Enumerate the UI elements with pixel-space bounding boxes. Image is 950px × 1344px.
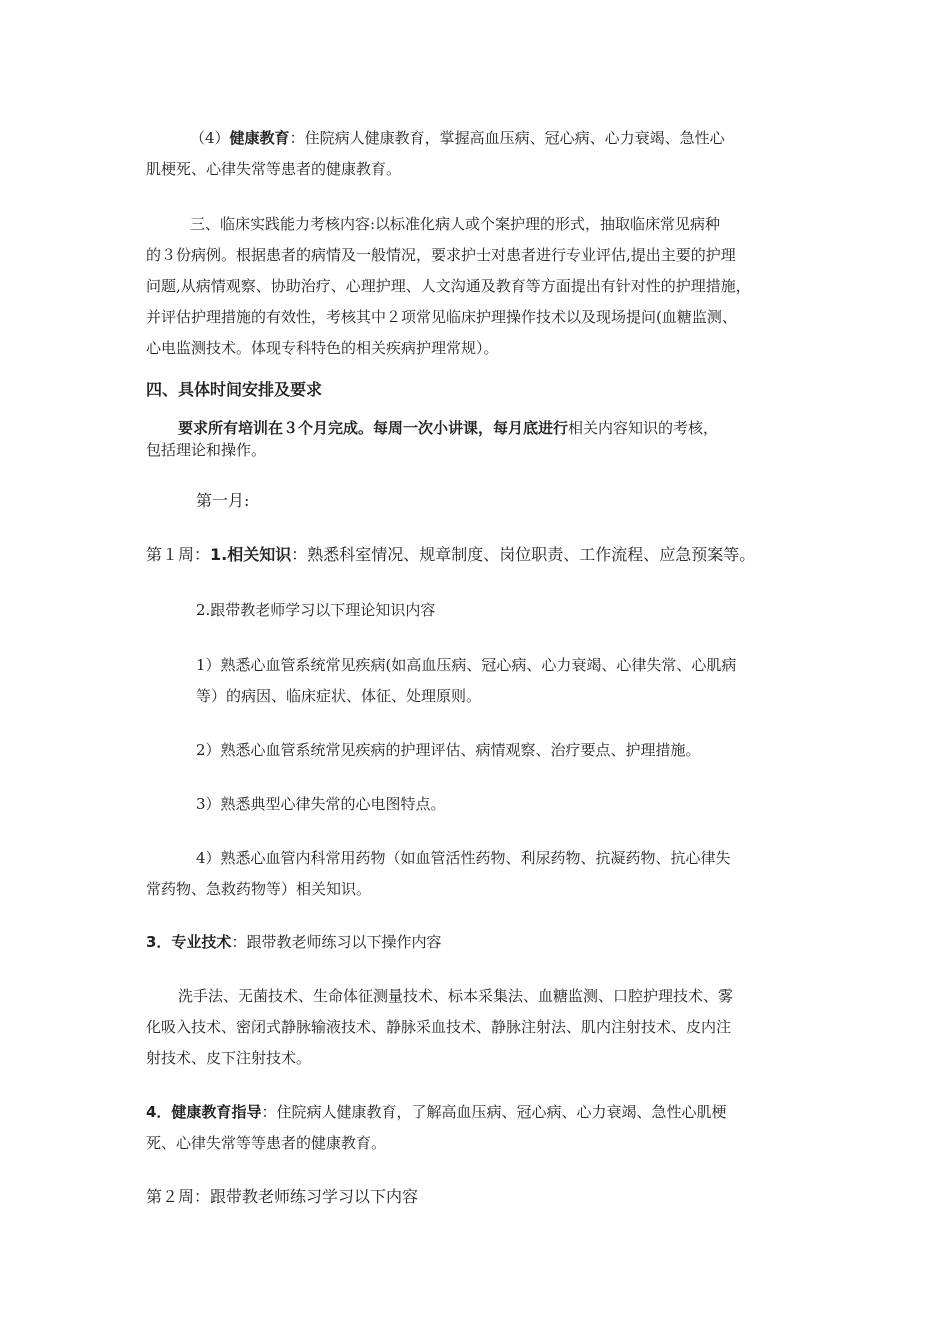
week-text: 跟带教老师练习学习以下内容 — [210, 1187, 419, 1206]
theory-item: 1）熟悉心血管系统常见疾病(如高血压病、冠心病、心力衰竭、心律失常、心肌病 — [196, 656, 737, 674]
section3-line: 并评估护理措施的有效性，考核其中２项常见临床护理操作技术以及现场提问(血糖监测、 — [146, 308, 737, 326]
paragraph-health-education-4 — [190, 128, 725, 148]
week2-heading — [146, 1187, 418, 1207]
theory-item: 4）熟悉心血管内科常用药物（如血管活性药物、利尿药物、抗凝药物、抗心律失 — [196, 849, 731, 867]
requirement-text: 相关内容知识的考核， — [568, 419, 719, 437]
skills-line: 射技术、皮下注射技术。 — [146, 1049, 312, 1067]
skills-line: 洗手法、无菌技术、生命体征测量技术、标本采集法、血糖监测、口腔护理技术、雾 — [178, 987, 734, 1005]
bold-term: 4．健康教育指导 — [146, 1103, 262, 1121]
month-heading: 第一月: — [196, 491, 250, 510]
health-guidance-cont: 死、心律失常等等患者的健康教育。 — [146, 1134, 387, 1152]
list-label: （4） — [190, 129, 230, 147]
section3-line: 三、临床实践能力考核内容:以标准化病人或个案护理的形式，抽取临床常见病种 — [190, 215, 721, 233]
section3-line: 问题,从病情观察、协助治疗、心理护理、人文沟通及教育等方面提出有针对性的护理措施， — [146, 277, 751, 295]
health-guidance — [146, 1102, 726, 1122]
requirement-line: 包括理论和操作。 — [146, 441, 267, 459]
section3-line: 的３份病例。根据患者的病情及一般情况，要求护士对患者进行专业评估,提出主要的护理 — [146, 246, 736, 264]
skills-heading — [146, 932, 441, 952]
requirement-paragraph — [178, 418, 718, 438]
bold-term: 1.相关知识 — [210, 545, 292, 564]
theory-item-cont: 常药物、急救药物等）相关知识。 — [146, 880, 372, 898]
theory-item-cont: 等）的病因、临床症状、体征、处理原则。 — [196, 687, 482, 705]
section3-line: 心电监测技术。体现专科特色的相关疾病护理常规）。 — [146, 339, 499, 357]
week1-heading — [146, 545, 755, 565]
bold-term: 健康教育 — [229, 129, 290, 147]
week-prefix: 第１周： — [146, 545, 211, 564]
health-guidance-text: ：住院病人健康教育，了解高血压病、冠心病、心力衰竭、急性心肌梗 — [261, 1103, 727, 1121]
week-prefix: 第２周： — [146, 1187, 211, 1206]
section-heading: 四、具体时间安排及要求 — [146, 380, 323, 399]
paragraph-line: 肌梗死、心律失常等患者的健康教育。 — [146, 160, 402, 178]
skills-line: 化吸入技术、密闭式静脉输液技术、静脉采血技术、静脉注射法、肌内注射技术、皮内注 — [146, 1018, 732, 1036]
bold-term: 3．专业技术 — [146, 933, 232, 951]
paragraph-text: ：住院病人健康教育，掌握高血压病、冠心病、心力衰竭、急性心 — [289, 129, 725, 147]
week-text: ：熟悉科室情况、规章制度、岗位职责、工作流程、应急预案等。 — [291, 545, 756, 564]
theory-item: 2）熟悉心血管系统常见疾病的护理评估、病情观察、治疗要点、护理措施。 — [196, 741, 701, 759]
requirement-bold: 要求所有培训在３个月完成。每周一次小讲课，每月底进行 — [178, 419, 569, 437]
theory-item: 3）熟悉典型心律失常的心电图特点。 — [196, 795, 446, 813]
skills-heading-text: ：跟带教老师练习以下操作内容 — [231, 933, 442, 951]
subsection-title: 2.跟带教老师学习以下理论知识内容 — [196, 601, 436, 619]
